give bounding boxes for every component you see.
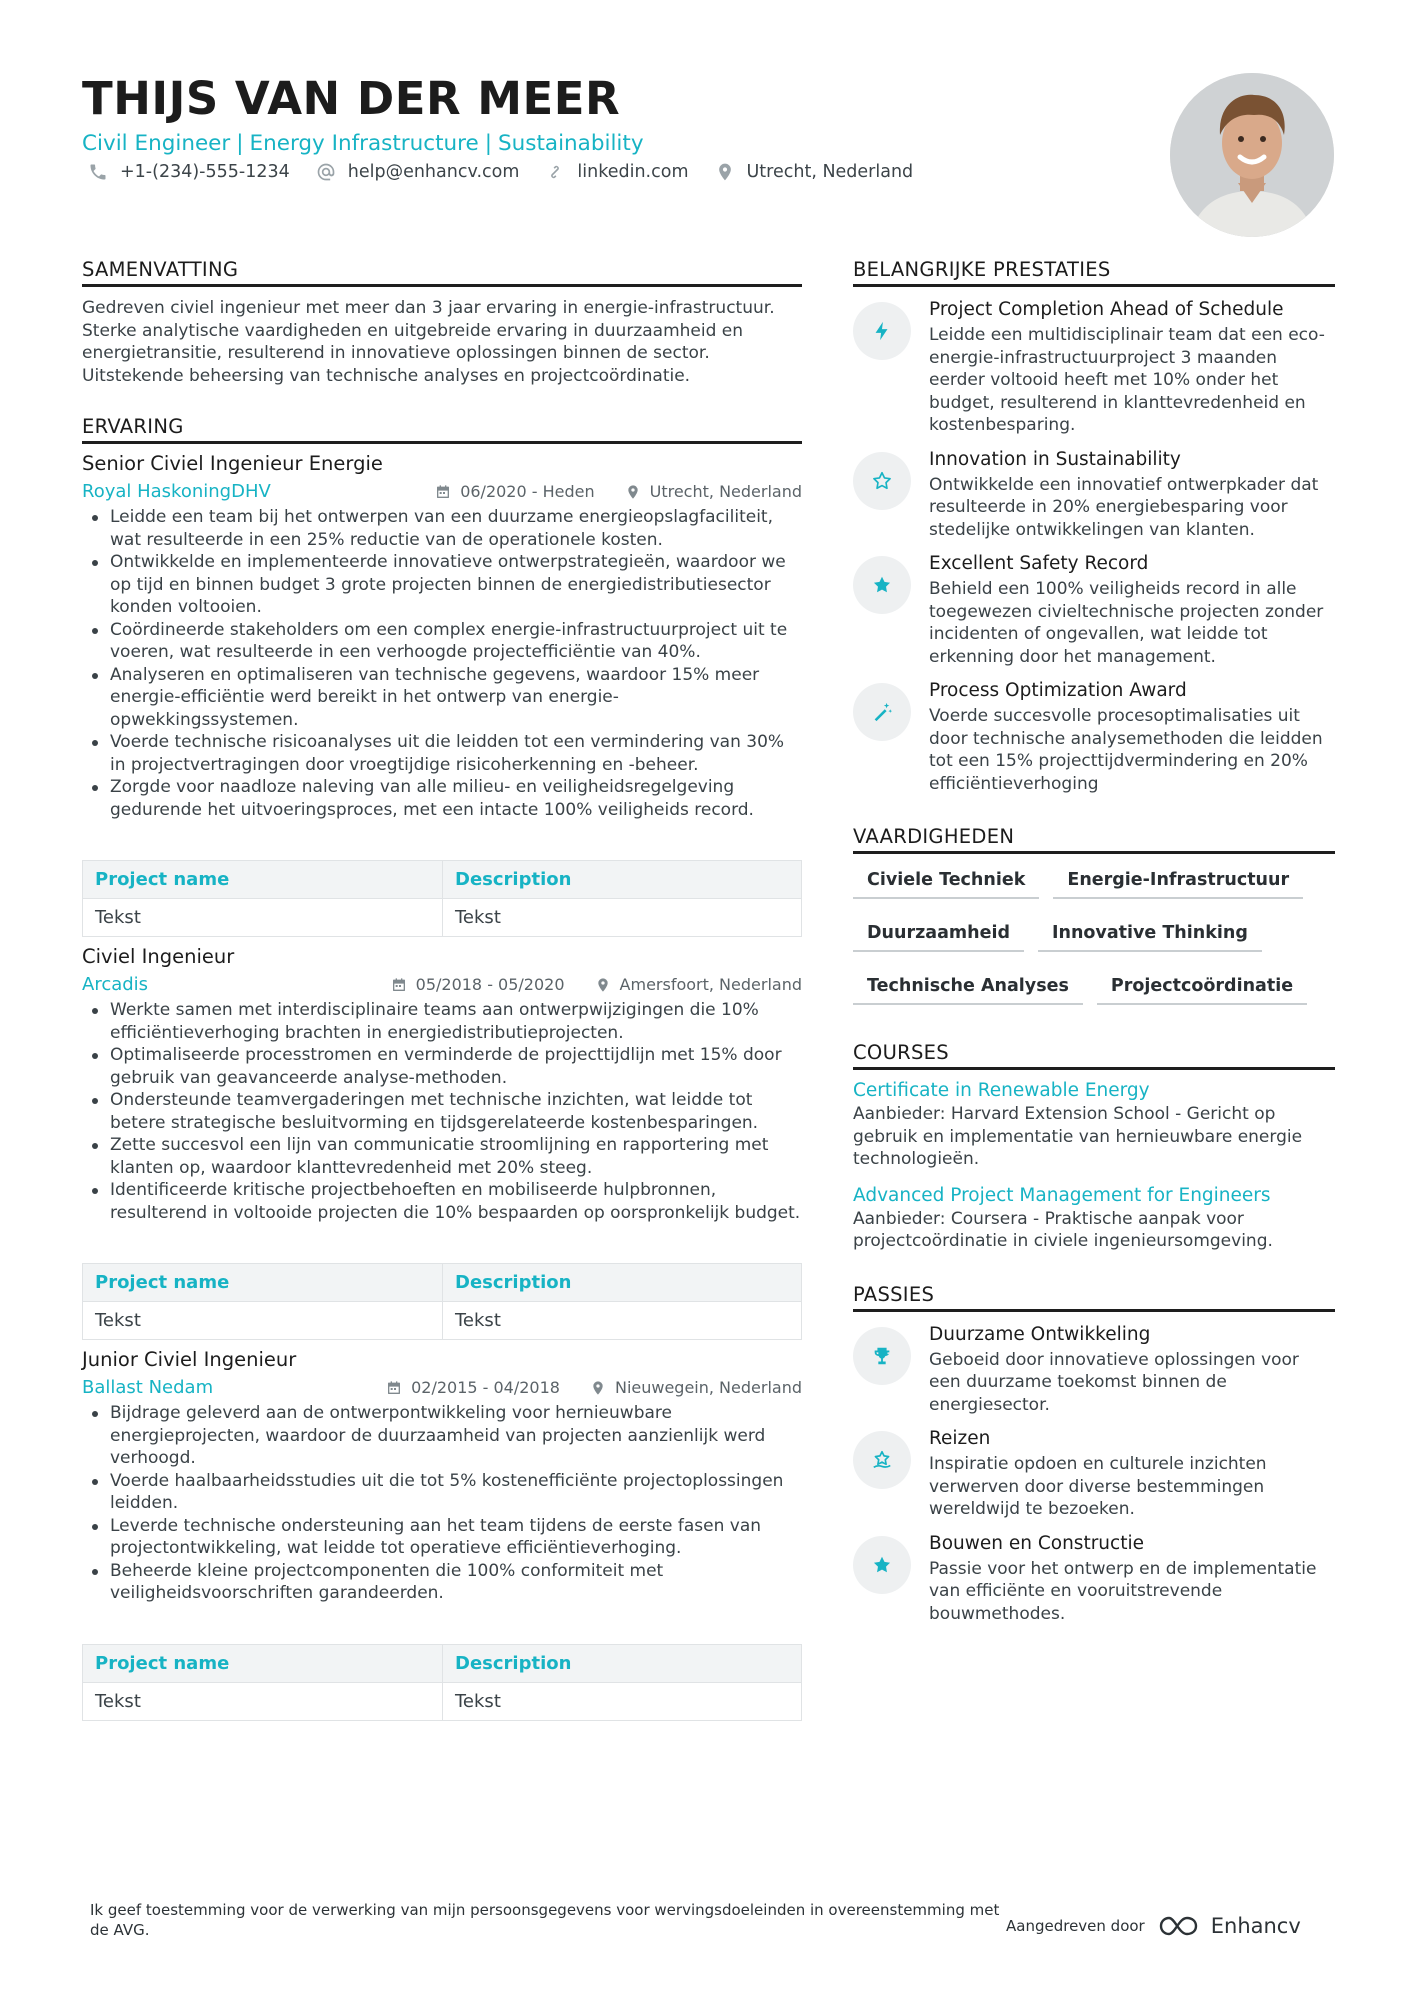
enhancv-logo-icon (1157, 1913, 1205, 1939)
company-name: Ballast Nedam (82, 1377, 214, 1398)
calendar-icon (435, 484, 451, 500)
passion-icon-badge (853, 1327, 911, 1385)
email-text: help@enhancv.com (347, 162, 520, 182)
bullet-item: Leidde een team bij het ontwerpen van een duurzame energieopslagfaciliteit, wat resulteerde in een 25% reductie van de operationele kosten. (82, 506, 802, 551)
skills-list (853, 862, 1335, 1021)
skill-tag: Duurzaamheid (853, 915, 1024, 952)
job-title: Civiel Ingenieur (82, 945, 235, 968)
passion-icon-badge (853, 1536, 911, 1594)
passion-item (853, 1427, 1335, 1521)
section-heading-summary: SAMENVATTING (82, 258, 802, 287)
powered-by[interactable] (1006, 1913, 1301, 1939)
job-entry (82, 452, 802, 937)
passion-body (929, 1323, 1335, 1417)
job-location-text: Nieuwegein, Nederland (614, 1378, 802, 1397)
left-column (82, 258, 802, 1721)
project-name-cell: Tekst (83, 899, 443, 937)
headline-part: Sustainability (497, 131, 644, 156)
headline-separator: | (484, 131, 492, 156)
project-name-header: Project name (83, 1644, 443, 1682)
bullet-item: Werkte samen met interdisciplinaire teams aan ontwerpwijzigingen die 10% efficiëntieverhoging brachten in energiedistributieprojecten. (82, 999, 802, 1044)
bullet-item: Ondersteunde teamvergaderingen met technische inzichten, wat leidde tot betere strategische besluitvorming en tijdsgerelateerde kostenbesparingen. (82, 1089, 802, 1134)
star-icon (871, 574, 893, 596)
description-header: Description (443, 1264, 802, 1302)
contact-location (715, 162, 914, 182)
project-name-cell: Tekst (83, 1682, 443, 1720)
link-icon (545, 162, 565, 182)
course-desc: Aanbieder: Coursera - Praktische aanpak voor projectcoördinatie in civiele ingenieursomgeving. (853, 1208, 1273, 1251)
right-column (853, 258, 1335, 1625)
contact-linkedin[interactable] (545, 162, 688, 182)
headline-separator: | (236, 131, 244, 156)
passion-item (853, 1532, 1335, 1626)
job-details (361, 975, 802, 994)
bullet-item: Coördineerde stakeholders om een complex energie-infrastructuurproject uit te voeren, wat resulteerde in een verhoogde projectefficiëntie van 40%. (82, 619, 802, 664)
achievement-desc: Behield een 100% veiligheids record in alle toegewezen civieltechnische projecten zonder incidenten of ongevallen, wat leidde tot erkenning door het management. (929, 579, 1324, 667)
job-location (590, 1378, 802, 1397)
project-name-cell: Tekst (83, 1302, 443, 1340)
bullet-item: Voerde technische risicoanalyses uit die leidden tot een vermindering van 30% in projectvertragingen door vroegtijdige risicoherkenning en -beheer. (82, 731, 802, 776)
location-pin-icon (715, 162, 735, 182)
passion-desc: Geboeid door innovatieve oplossingen voor een duurzame toekomst binnen de energiesector. (929, 1349, 1299, 1415)
job-dates (391, 975, 565, 994)
bullet-item: Zette succesvol een lijn van communicatie stroomlijning en rapportering met klanten op, waardoor klanttevredenheid met 20% steeg. (82, 1134, 802, 1179)
passion-desc: Inspiratie opdoen en culturele inzichten verwerven door diverse bestemmingen wereldwijd te bezoeken. (929, 1454, 1267, 1519)
job-dates-text: 02/2015 - 04/2018 (411, 1378, 560, 1397)
description-header: Description (443, 861, 802, 899)
achievement-item (853, 298, 1335, 437)
contact-email[interactable] (316, 162, 520, 182)
star-hand-icon (871, 1449, 893, 1471)
job-location (625, 482, 802, 501)
achievement-title: Process Optimization Award (929, 680, 1187, 701)
achievement-body (929, 552, 1335, 668)
description-cell: Tekst (443, 1302, 802, 1340)
enhancv-brand-text: Enhancv (1210, 1914, 1301, 1938)
passion-body (929, 1532, 1335, 1626)
passion-title: Bouwen en Constructie (929, 1532, 1144, 1554)
job-dates-text: 06/2020 - Heden (460, 482, 595, 501)
at-icon (316, 162, 336, 182)
project-table (82, 1644, 802, 1721)
achievement-icon-badge (853, 556, 911, 614)
location-text: Utrecht, Nederland (746, 162, 914, 182)
bullet-item: Bijdrage geleverd aan de ontwerpontwikkeling voor hernieuwbare energieprojecten, waardoor de duurzaamheid van projecten aanzienlijk werd verhoogd. (82, 1402, 802, 1470)
location-pin-icon (595, 977, 611, 993)
project-table (82, 860, 802, 937)
project-table (82, 1263, 802, 1340)
skill-tag: Projectcoördinatie (1097, 968, 1307, 1005)
location-pin-icon (625, 484, 641, 500)
description-header: Description (443, 1644, 802, 1682)
passion-title: Duurzame Ontwikkeling (929, 1323, 1151, 1345)
achievement-desc: Ontwikkelde een innovatief ontwerpkader dat resulteerde in 20% energiebesparing voor stedelijke ontwikkelingen van klanten. (929, 474, 1319, 540)
job-dates-text: 05/2018 - 05/2020 (415, 975, 565, 994)
skill-tag: Energie-Infrastructuur (1053, 862, 1303, 899)
profile-photo (1170, 73, 1334, 237)
course-title: Advanced Project Management for Engineers (853, 1184, 1271, 1206)
achievement-body (929, 298, 1335, 437)
job-location-text: Utrecht, Nederland (649, 482, 802, 501)
skill-tag: Technische Analyses (853, 968, 1083, 1005)
candidate-name: THIJS VAN DER MEER (82, 72, 621, 125)
job-bullets (82, 506, 802, 821)
job-meta (82, 481, 802, 502)
job-title: Junior Civiel Ingenieur (82, 1348, 297, 1371)
job-entry (82, 1348, 802, 1721)
job-meta (82, 974, 802, 995)
calendar-icon (391, 977, 407, 993)
phone-icon (88, 162, 108, 182)
linkedin-text: linkedin.com (577, 162, 689, 182)
job-title: Senior Civiel Ingenieur Energie (82, 452, 383, 475)
company-name: Arcadis (82, 974, 149, 995)
passion-item (853, 1323, 1335, 1417)
job-details (405, 482, 802, 501)
achievement-item (853, 552, 1335, 668)
headline-part: Energy Infrastructure (249, 131, 479, 156)
achievement-icon-badge (853, 452, 911, 510)
job-location-text: Amersfoort, Nederland (619, 975, 802, 994)
summary-text: Gedreven civiel ingenieur met meer dan 3 jaar ervaring in energie-infrastructuur. Sterke analytische vaardigheden en uitgebreide ervaring in duurzaamheid en energietransitie, resulterend in innovatieve oplossingen binnen de sector. Uitstekende beheersing van technische analyses en projectcoördinatie. (82, 298, 775, 386)
achievement-desc: Leidde een multidisciplinair team dat een eco-energie-infrastructuurproject 3 maanden eerder voltooid heeft met 10% onder het budget, resulterend in klanttevredenheid en kostenbesparing. (929, 325, 1325, 435)
phone-text: +1-(234)-555-1234 (120, 162, 290, 182)
section-heading-passions: PASSIES (853, 1283, 1335, 1312)
job-dates (435, 482, 594, 501)
calendar-icon (386, 1380, 402, 1396)
bolt-icon (871, 320, 893, 342)
location-pin-icon (590, 1380, 606, 1396)
contact-bar (88, 162, 939, 182)
trophy-icon (871, 1345, 893, 1367)
project-name-header: Project name (83, 1264, 443, 1302)
achievement-icon-badge (853, 302, 911, 360)
section-heading-achievements: BELANGRIJKE PRESTATIES (853, 258, 1335, 287)
bullet-item: Optimaliseerde processtromen en verminderde de projecttijdlijn met 15% door gebruik van geavanceerde analyse-methoden. (82, 1044, 802, 1089)
section-heading-courses: COURSES (853, 1041, 1335, 1070)
job-location (595, 975, 802, 994)
achievement-body (929, 679, 1335, 795)
description-cell: Tekst (443, 1682, 802, 1720)
passion-icon-badge (853, 1431, 911, 1489)
avatar-illustration (1170, 73, 1334, 237)
bullet-item: Ontwikkelde en implementeerde innovatieve ontwerpstrategieën, waardoor we op tijd en binnen budget 3 grote projecten binnen de energiedistributiesector konden voltooien. (82, 551, 802, 619)
headline-part: Civil Engineer (82, 131, 231, 156)
magic-wand-icon (871, 701, 893, 723)
description-cell: Tekst (443, 899, 802, 937)
headline (82, 131, 644, 156)
skill-tag: Civiele Techniek (853, 862, 1039, 899)
section-heading-experience: ERVARING (82, 415, 802, 444)
achievement-body (929, 448, 1335, 542)
passion-desc: Passie voor het ontwerp en de implementatie van efficiënte en vooruitstrevende bouwmethodes. (929, 1558, 1317, 1624)
course-title: Certificate in Renewable Energy (853, 1080, 1150, 1101)
star-outline-icon (871, 470, 893, 492)
passion-body (929, 1427, 1335, 1521)
project-name-header: Project name (83, 861, 443, 899)
contact-phone[interactable] (88, 162, 290, 182)
achievement-icon-badge (853, 683, 911, 741)
achievement-desc: Voerde succesvolle procesoptimalisaties uit door technische analysemethoden die leidden tot een 15% projecttijdvermindering en 20% efficiëntieverhoging (929, 706, 1323, 794)
powered-by-text: Aangedreven door (1006, 1917, 1145, 1935)
job-bullets (82, 1402, 802, 1605)
bullet-item: Voerde haalbaarheidsstudies uit die tot 5% kostenefficiënte projectoplossingen leidden. (82, 1470, 802, 1515)
bullet-item: Beheerde kleine projectcomponenten die 100% conformiteit met veiligheidsvoorschriften garandeerden. (82, 1560, 802, 1605)
job-details (356, 1378, 802, 1397)
company-name: Royal HaskoningDHV (82, 481, 271, 502)
achievement-item (853, 448, 1335, 542)
job-bullets (82, 999, 802, 1224)
achievement-title: Excellent Safety Record (929, 553, 1149, 574)
bullet-item: Analyseren en optimaliseren van technische gegevens, waardoor 15% meer energie-efficiëntie werd bereikt in het ontwerp van energie-opwekkingssystemen. (82, 664, 802, 732)
bullet-item: Identificeerde kritische projectbehoeften en mobiliseerde hulpbronnen, resulterend in voltooide projecten die 10% bespaarden op oorspronkelijk budget. (82, 1179, 802, 1224)
job-entry (82, 945, 802, 1340)
enhancv-logo (1157, 1913, 1301, 1939)
bullet-item: Leverde technische ondersteuning aan het team tijdens de eerste fasen van projectontwikkeling, wat leidde tot operatieve efficiëntieverhoging. (82, 1515, 802, 1560)
skill-tag: Innovative Thinking (1038, 915, 1262, 952)
job-dates (386, 1378, 560, 1397)
section-heading-skills: VAARDIGHEDEN (853, 825, 1335, 854)
consent-footer: Ik geef toestemming voor de verwerking van mijn persoonsgegevens voor wervingsdoeleinden in overeenstemming met de AVG. (90, 1901, 1000, 1939)
passion-title: Reizen (929, 1428, 991, 1449)
achievement-title: Innovation in Sustainability (929, 448, 1181, 470)
star-icon (871, 1554, 893, 1576)
achievement-title: Project Completion Ahead of Schedule (929, 299, 1284, 320)
course-desc: Aanbieder: Harvard Extension School - Gericht op gebruik en implementatie van hernieuwbare energie technologieën. (853, 1104, 1303, 1169)
job-meta (82, 1377, 802, 1398)
achievement-item (853, 679, 1335, 795)
bullet-item: Zorgde voor naadloze naleving van alle milieu- en veiligheidsregelgeving gedurende het uitvoeringsproces, met een intacte 100% veiligheids record. (82, 776, 802, 821)
